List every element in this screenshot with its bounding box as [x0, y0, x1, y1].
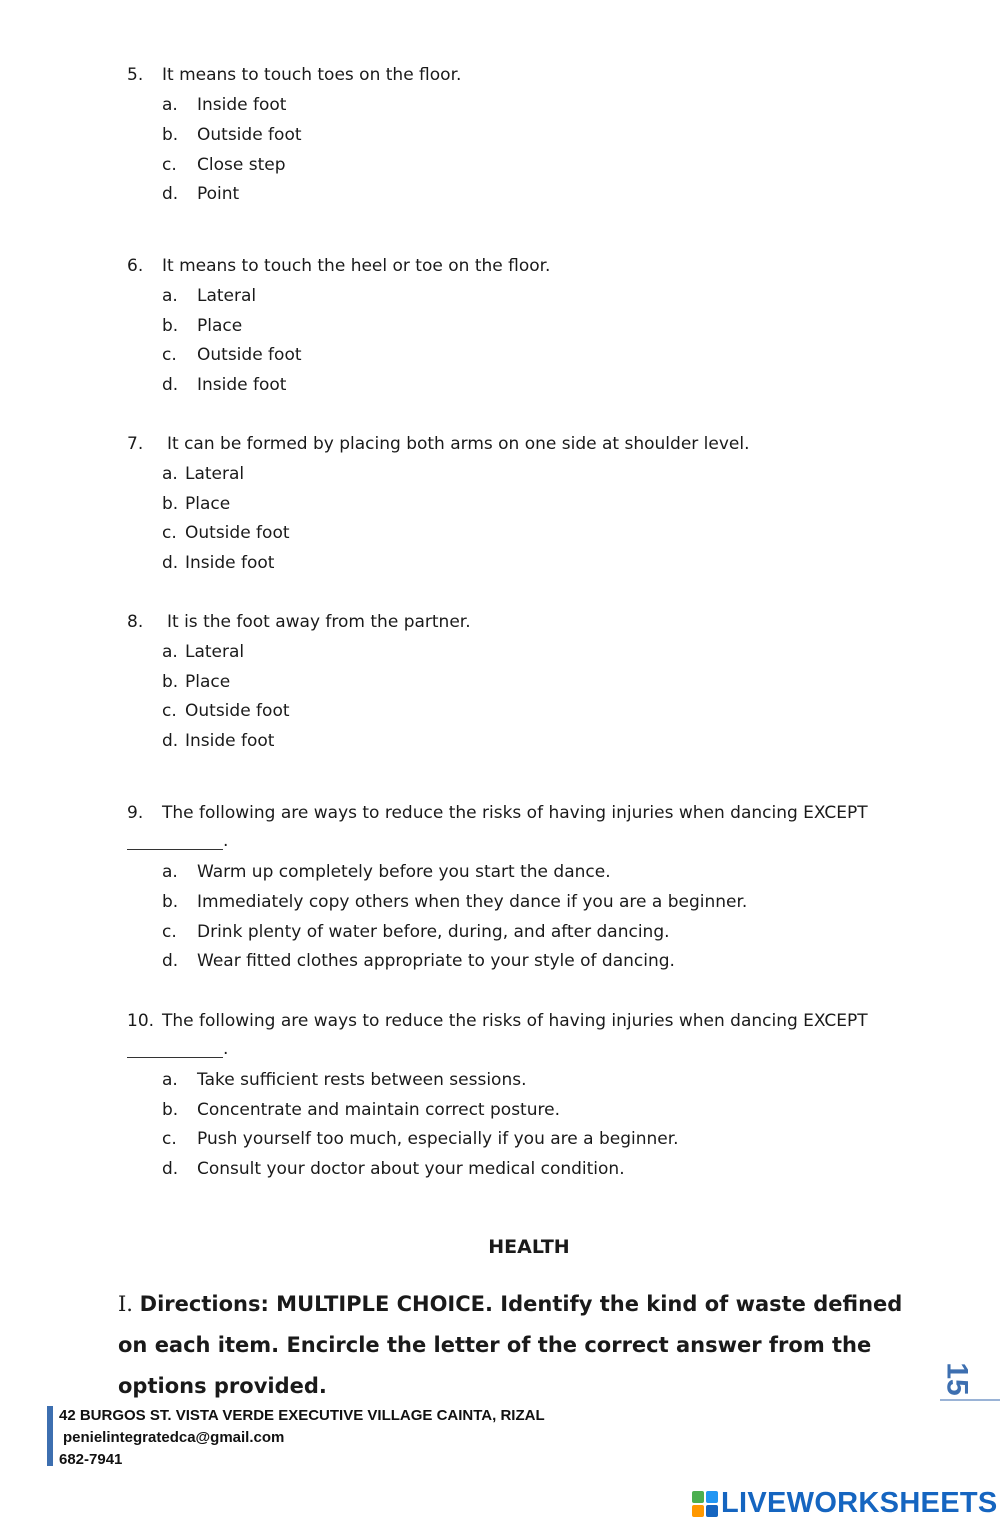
option — [162, 124, 302, 146]
question-8 — [127, 611, 471, 633]
option-text: Take sufficient rests between sessions. — [197, 1070, 527, 1090]
option — [162, 1099, 560, 1121]
option-letter: c. — [162, 523, 177, 543]
option-text: Push yourself too much, especially if you are a beginner. — [197, 1129, 679, 1149]
option — [162, 671, 230, 693]
question-9 — [127, 802, 868, 824]
page-number: 15 — [940, 1362, 974, 1396]
option-letter: c. — [162, 701, 177, 721]
option-letter: c. — [162, 1129, 177, 1149]
option-letter: c. — [162, 345, 177, 365]
option — [162, 1158, 625, 1180]
option — [162, 315, 242, 337]
option — [162, 1128, 679, 1150]
question-text: The following are ways to reduce the risks of having injuries when dancing EXCEPT — [162, 1011, 868, 1031]
option-text: Place — [197, 316, 243, 336]
question-text: It means to touch the heel or toe on the floor. — [162, 256, 551, 276]
question-5 — [127, 64, 461, 86]
option — [162, 950, 675, 972]
option-letter: a. — [162, 464, 178, 484]
option — [162, 374, 286, 396]
option-letter: d. — [162, 1159, 179, 1179]
question-number: 9. — [127, 803, 144, 823]
option-text: Lateral — [185, 464, 245, 484]
footer-accent-bar — [47, 1406, 53, 1466]
option-text: Inside foot — [197, 95, 287, 115]
option — [162, 154, 286, 176]
option — [162, 344, 302, 366]
option-text: Outside foot — [185, 701, 290, 721]
answer-blank — [127, 1057, 223, 1058]
option-letter: b. — [162, 494, 179, 514]
option-text: Consult your doctor about your medical condition. — [197, 1159, 625, 1179]
option-text: Concentrate and maintain correct posture. — [197, 1100, 560, 1120]
blank-period: . — [223, 1039, 229, 1059]
option-letter: b. — [162, 672, 179, 692]
page-number-rule — [940, 1399, 1000, 1401]
option — [162, 861, 611, 883]
directions — [118, 1284, 918, 1407]
question-number: 10. — [127, 1011, 155, 1031]
option-letter: c. — [162, 922, 177, 942]
directions-number: I. — [118, 1292, 133, 1316]
option-text: Drink plenty of water before, during, and after dancing. — [197, 922, 670, 942]
option — [162, 700, 290, 722]
option — [162, 493, 230, 515]
directions-text: Directions: MULTIPLE CHOICE. Identify the kind of waste defined on each item. Encircle the letter of the correct answer from the options provided. — [118, 1292, 903, 1398]
option-letter: c. — [162, 155, 177, 175]
option-letter: d. — [162, 184, 179, 204]
option-text: Inside foot — [197, 375, 287, 395]
liveworksheets-logo-text: LIVEWORKSHEETS — [721, 1487, 998, 1519]
option-text: Inside foot — [185, 731, 275, 751]
option — [162, 285, 256, 307]
option-letter: d. — [162, 375, 179, 395]
question-text: It is the foot away from the partner. — [167, 612, 471, 632]
option-letter: a. — [162, 862, 178, 882]
option-letter: a. — [162, 642, 178, 662]
option-letter: b. — [162, 1100, 179, 1120]
option — [162, 522, 290, 544]
option-letter: a. — [162, 1070, 178, 1090]
option — [162, 94, 286, 116]
question-number: 7. — [127, 434, 144, 454]
question-number: 6. — [127, 256, 144, 276]
question-text: The following are ways to reduce the risks of having injuries when dancing EXCEPT — [162, 803, 868, 823]
question-6 — [127, 255, 550, 277]
option-letter: b. — [162, 316, 179, 336]
footer-address: 42 BURGOS ST. VISTA VERDE EXECUTIVE VILLAGE CAINTA, RIZAL — [59, 1407, 545, 1424]
option-letter: d. — [162, 553, 179, 573]
option-letter: b. — [162, 125, 179, 145]
question-number: 5. — [127, 65, 144, 85]
option — [162, 730, 274, 752]
question-7 — [127, 433, 750, 455]
option-letter: a. — [162, 95, 178, 115]
option — [162, 921, 670, 943]
option-letter: d. — [162, 951, 179, 971]
option-text: Lateral — [197, 286, 257, 306]
option-text: Place — [185, 494, 231, 514]
question-number: 8. — [127, 612, 144, 632]
option-text: Close step — [197, 155, 286, 175]
option-text: Place — [185, 672, 231, 692]
option — [162, 183, 239, 205]
option-letter: b. — [162, 892, 179, 912]
option-text: Outside foot — [185, 523, 290, 543]
question-text: It can be formed by placing both arms on one side at shoulder level. — [167, 434, 750, 454]
question-text: It means to touch toes on the floor. — [162, 65, 462, 85]
option-letter: a. — [162, 286, 178, 306]
footer-phone: 682-7941 — [59, 1451, 123, 1468]
option-text: Point — [197, 184, 240, 204]
option-text: Inside foot — [185, 553, 275, 573]
footer-email: penielintegratedca@gmail.com — [63, 1429, 285, 1446]
option — [162, 641, 244, 663]
liveworksheets-logo-icon — [692, 1491, 718, 1517]
option — [162, 552, 274, 574]
option-text: Lateral — [185, 642, 245, 662]
option — [162, 891, 747, 913]
option-letter: d. — [162, 731, 179, 751]
option-text: Warm up completely before you start the dance. — [197, 862, 611, 882]
question-10 — [127, 1010, 868, 1032]
option-text: Outside foot — [197, 345, 302, 365]
section-title-health: HEALTH — [488, 1236, 570, 1258]
option-text: Wear fitted clothes appropriate to your style of dancing. — [197, 951, 675, 971]
liveworksheets-logo[interactable] — [692, 1487, 998, 1520]
option-text: Outside foot — [197, 125, 302, 145]
option — [162, 1069, 527, 1091]
option — [162, 463, 244, 485]
answer-blank — [127, 849, 223, 850]
option-text: Immediately copy others when they dance if you are a beginner. — [197, 892, 748, 912]
blank-period: . — [223, 831, 229, 851]
